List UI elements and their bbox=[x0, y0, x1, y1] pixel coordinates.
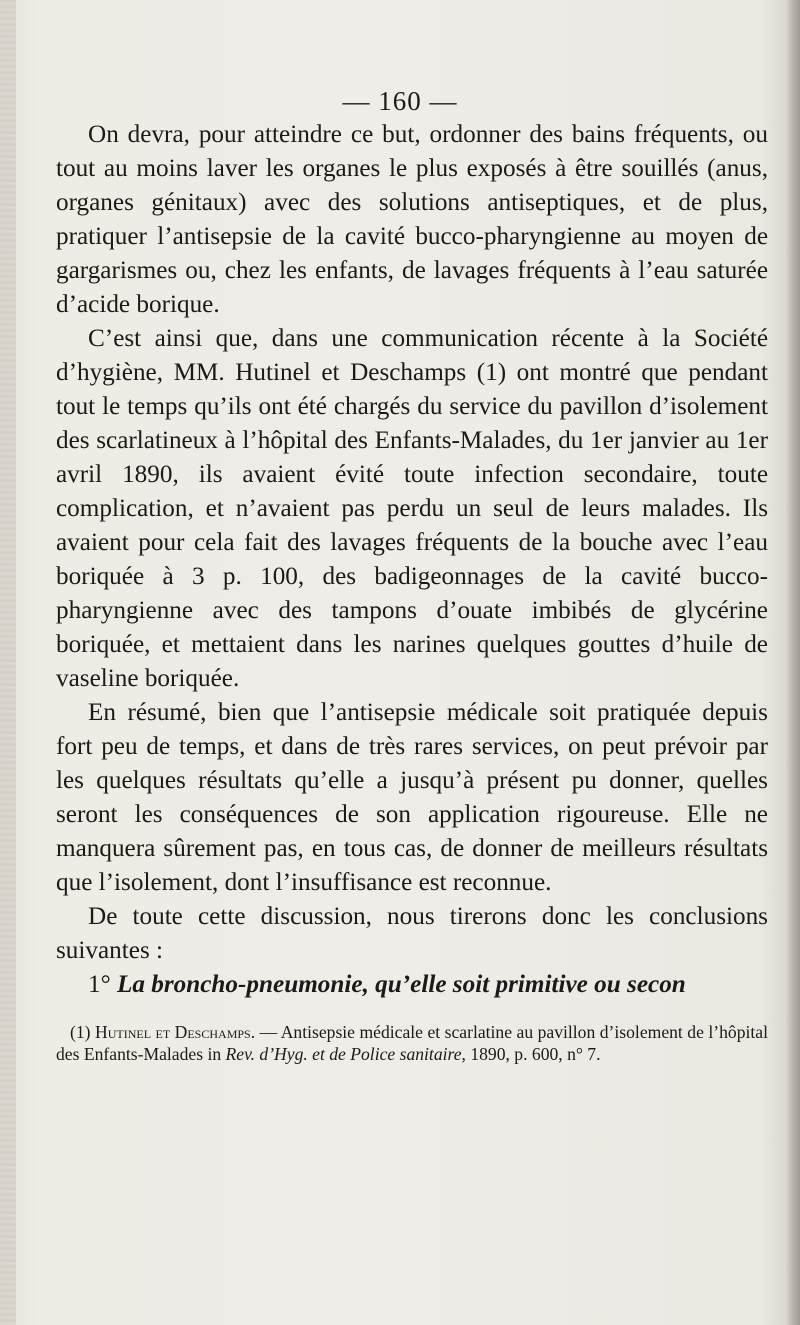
page-number: — 160 — bbox=[342, 86, 458, 116]
paragraph: En résumé, bien que l’antisepsie médicale soit pratiquée depuis fort peu de temps, et dans de très rares services, on peut prévoir par les quelques résultats qu’elle a jusqu’à présent pu donner, quelles seront les conséquences de son application rigoureuse. Elle ne manquera sûrement pas, en tous cas, de donner de meilleurs résultats que l’isolement, dont l’insuffisance est reconnue. bbox=[56, 699, 768, 896]
paragraph: C’est ainsi que, dans une communication récente à la Société d’hygiène, MM. Hutinel et Deschamps (1) ont montré que pendant tout le temps qu’ils ont été chargés du service du pavillon d’isolement des scarlatineux à l’hôpital des Enfants-Malades, du 1er janvier au 1er avril 1890, ils avaient évité toute infection secondaire, toute complication, et n’avaient pas perdu un seul de leurs malades. Ils avaient pour cela fait des lavages fréquents de la bouche avec l’eau boriquée à 3 p. 100, des badigeonnages de la cavité bucco-pharyngienne avec des tampons d’ouate imbibés de glycérine boriquée, et mettaient dans les narines quelques gouttes d’huile de vaseline boriquée. bbox=[56, 325, 768, 692]
item-text: La broncho-pneumonie, qu’elle soit primitive ou secon bbox=[116, 971, 686, 998]
body-text bbox=[56, 118, 768, 1002]
footnote-text bbox=[56, 1022, 768, 1065]
paragraph: On devra, pour atteindre ce but, ordonner des bains fréquents, ou tout au moins laver les organes le plus exposés à être souillés (anus, organes génitaux) avec des solutions antiseptiques, et de plus, pratiquer l’antisepsie de la cavité bucco-pharyngienne au moyen de gargarismes ou, chez les enfants, de lavages fréquents à l’eau saturée d’acide borique. bbox=[56, 121, 768, 318]
paragraph: De toute cette discussion, nous tirerons donc les conclusions suivantes : bbox=[56, 903, 768, 964]
page-edge bbox=[786, 0, 800, 1325]
footnote bbox=[56, 1022, 768, 1065]
page-gutter bbox=[0, 0, 16, 1325]
footnote-reference: , 1890, p. 600, n° 7. bbox=[461, 1043, 601, 1064]
footnote-authors: Hutinel et Deschamps. bbox=[95, 1022, 256, 1042]
footnote-marker: (1) bbox=[70, 1022, 91, 1042]
footnote-title: — Antisepsie médicale et scarlatine au pavillon d’isolement de l’hôpital des Enfants-Malades in bbox=[56, 1022, 768, 1064]
footnote-journal: Rev. d’Hyg. et de Police sanitaire bbox=[225, 1043, 462, 1064]
conclusion-item bbox=[56, 968, 768, 1002]
item-number: 1° bbox=[88, 971, 111, 998]
